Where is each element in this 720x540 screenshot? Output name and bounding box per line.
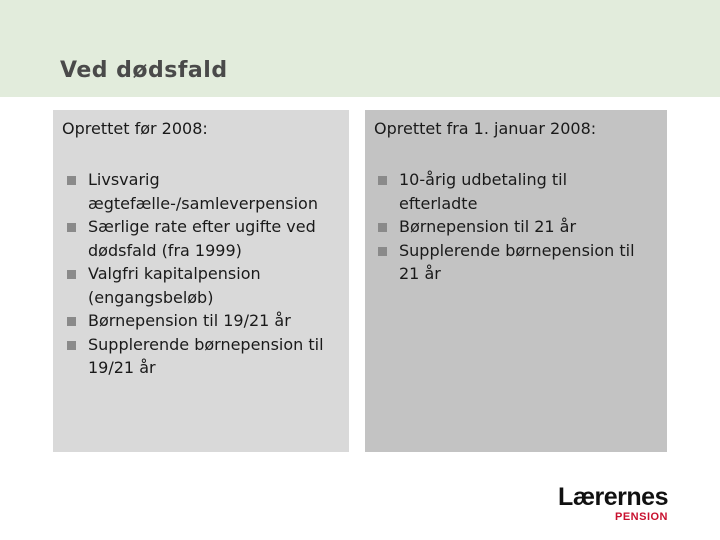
logo-subtitle: PENSION <box>614 511 668 523</box>
square-bullet-icon <box>67 223 76 232</box>
list-item-text: 10-årig udbetaling til efterladte <box>399 170 568 213</box>
bullet-list-from-2008 <box>378 168 649 286</box>
square-bullet-icon <box>67 270 76 279</box>
square-bullet-icon <box>67 341 76 350</box>
list-item <box>67 168 333 215</box>
panel-from-2008 <box>365 110 667 452</box>
list-item <box>67 215 333 262</box>
company-logo <box>556 484 668 524</box>
square-bullet-icon <box>378 176 387 185</box>
square-bullet-icon <box>378 223 387 232</box>
square-bullet-icon <box>378 247 387 256</box>
list-item <box>67 333 333 380</box>
list-item-text: Supplerende børnepension til 21 år <box>399 240 635 283</box>
logo-name: Lærernes <box>558 483 668 511</box>
panel-heading-from-2008: Oprettet fra 1. januar 2008: <box>374 119 597 138</box>
square-bullet-icon <box>67 317 76 326</box>
list-item <box>67 309 333 333</box>
list-item <box>378 168 649 215</box>
list-item-text: Livsvarig ægtefælle-/samleverpension <box>88 170 318 213</box>
panel-heading-before-2008: Oprettet før 2008: <box>62 119 208 138</box>
bullet-list-before-2008 <box>67 168 333 380</box>
list-item-text: Børnepension til 21 år <box>399 217 577 236</box>
list-item-text: Supplerende børnepension til 19/21 år <box>88 334 324 377</box>
list-item-text: Særlige rate efter ugifte ved dødsfald (fra 1999) <box>88 217 316 260</box>
list-item-text: Børnepension til 19/21 år <box>88 311 291 330</box>
panel-before-2008 <box>53 110 349 452</box>
square-bullet-icon <box>67 176 76 185</box>
list-item <box>67 262 333 309</box>
page-title: Ved dødsfald <box>60 58 228 83</box>
list-item <box>378 215 649 239</box>
list-item-text: Valgfri kapitalpension (engangsbeløb) <box>88 264 261 307</box>
list-item <box>378 239 649 286</box>
